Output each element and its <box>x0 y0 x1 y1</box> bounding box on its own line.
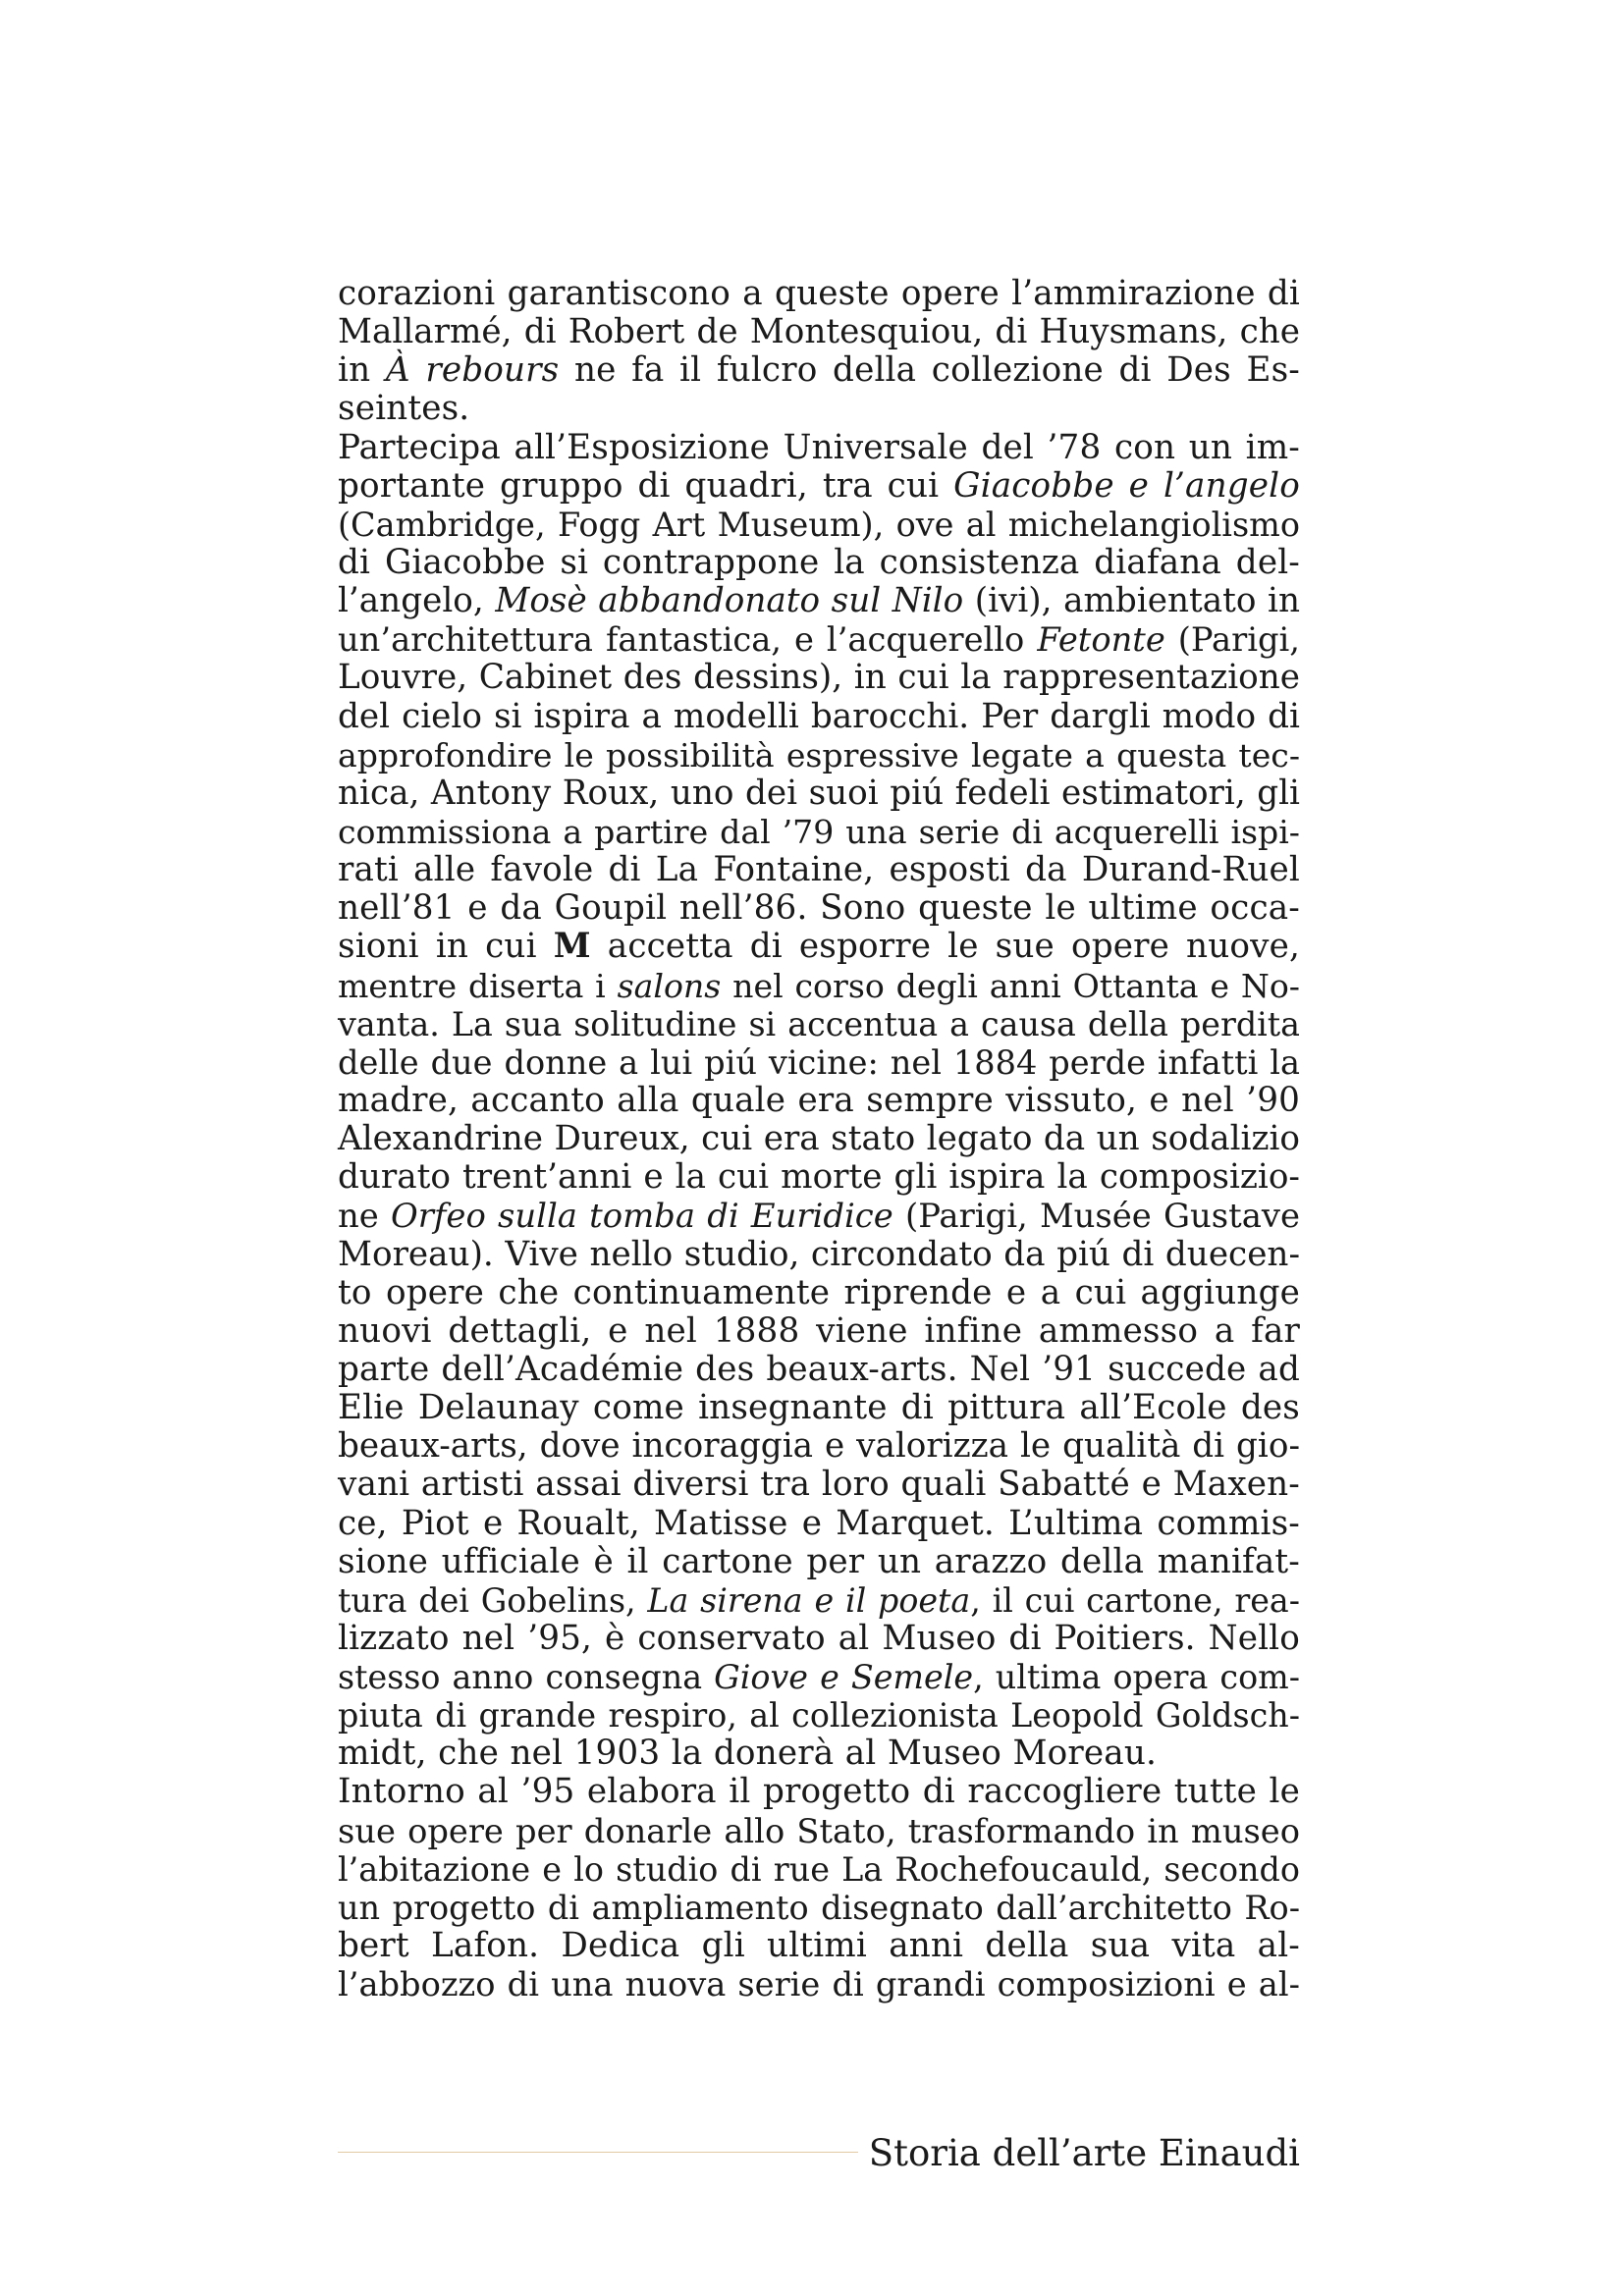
text-line <box>338 698 1300 736</box>
text-segment: beaux-arts, dove incoraggia e valorizza le qualità di gio- <box>338 1426 1300 1467</box>
text-line <box>338 544 1300 582</box>
italic-title: La sirena e il poeta <box>647 1580 971 1620</box>
text-line <box>338 1581 1300 1620</box>
text-segment: rati alle favole di La Fontaine, esposti da Durand-Ruel <box>338 850 1300 890</box>
italic-title: Giacobbe e l’angelo <box>953 465 1300 506</box>
text-segment: , ultima opera com- <box>973 1658 1300 1697</box>
text-line <box>338 1236 1300 1274</box>
text-line <box>338 1696 1300 1735</box>
text-segment: in <box>338 350 386 391</box>
text-segment: di Giacobbe si contrappone la consistenza diafana del- <box>338 542 1300 582</box>
text-segment: Intorno al ’95 elabora il progetto di raccogliere tutte le <box>338 1772 1300 1812</box>
text-segment: nel corso degli anni Ottanta e No- <box>721 966 1300 1005</box>
text-line <box>338 1620 1300 1658</box>
text-segment: nica, Antony Roux, uno dei suoi piú fedeli estimatori, gli <box>338 773 1300 813</box>
text-line <box>338 1043 1300 1082</box>
text-line <box>338 1158 1300 1197</box>
italic-title: Giove e Semele <box>714 1658 974 1697</box>
text-line <box>338 889 1300 928</box>
text-segment: (Cambridge, Fogg Art Museum), ove al michelangiolismo <box>338 505 1300 544</box>
text-line <box>338 1389 1300 1427</box>
text-line <box>338 1082 1300 1120</box>
text-line <box>338 1505 1300 1543</box>
text-line <box>338 1120 1300 1158</box>
text-segment: vani artisti assai diversi tra loro quali Sabatté e Maxen- <box>338 1465 1300 1505</box>
text-line <box>338 967 1300 1005</box>
text-segment: l’angelo, <box>338 581 496 621</box>
text-segment: del cielo si ispira a modelli barocchi. Per dargli modo di <box>338 696 1300 736</box>
text-segment: Mallarmé, di Robert de Montesquiou, di Huysmans, che <box>338 312 1300 352</box>
text-segment: Louvre, Cabinet des dessins), in cui la rappresentazione <box>338 658 1300 698</box>
text-segment: ne <box>338 1197 392 1236</box>
text-segment: vanta. La sua solitudine si accentua a causa della perdita <box>338 1004 1300 1043</box>
text-line <box>338 506 1300 544</box>
text-segment: ce, Piot e Roualt, Matisse e Marquet. L’ultima commis- <box>338 1503 1300 1543</box>
text-segment: un’architettura fantastica, e l’acquerello <box>338 620 1038 660</box>
text-segment: (ivi), ambientato in <box>963 581 1300 621</box>
text-line <box>338 1005 1300 1043</box>
text-segment: , il cui cartone, rea- <box>970 1580 1300 1620</box>
text-segment: midt, che nel 1903 la donerà al Museo Moreau. <box>338 1734 1158 1774</box>
text-segment: delle due donne a lui piú vicine: nel 1884 perde infatti la <box>338 1042 1300 1082</box>
text-segment: commissiona a partire dal ’79 una serie di acquerelli ispi- <box>338 812 1300 851</box>
italic-title: Orfeo sulla tomba di Euridice <box>391 1197 893 1236</box>
text-segment: (Parigi, <box>1164 620 1301 660</box>
text-segment: bert Lafon. Dedica gli ultimi anni della sua vita al- <box>338 1926 1300 1966</box>
body-text <box>338 275 1300 2003</box>
text-segment: (Parigi, Musée Gustave <box>893 1197 1300 1236</box>
text-line <box>338 429 1300 467</box>
italic-title: salons <box>617 966 722 1005</box>
text-segment: sue opere per donarle allo Stato, trasformando in museo <box>338 1811 1300 1850</box>
italic-title: À rebours <box>385 350 560 391</box>
text-line <box>338 1812 1300 1850</box>
text-line <box>338 736 1300 774</box>
text-segment: sione ufficiale è il cartone per un arazzo della manifat- <box>338 1541 1300 1581</box>
text-line <box>338 1312 1300 1351</box>
text-segment: accetta di esporre le sue opere nuove, <box>590 927 1300 967</box>
text-line <box>338 1658 1300 1696</box>
text-segment: Moreau). Vive nello studio, circondato da piú di duecen- <box>338 1234 1300 1274</box>
text-line <box>338 390 1300 428</box>
text-line <box>338 1427 1300 1466</box>
text-line <box>338 1466 1300 1504</box>
text-segment: stesso anno consegna <box>338 1658 715 1697</box>
text-line <box>338 351 1300 390</box>
bold-initial: M <box>553 927 591 967</box>
text-line <box>338 851 1300 889</box>
text-segment: durato trent’anni e la cui morte gli ispira la composizio- <box>338 1157 1300 1198</box>
text-segment: tura dei Gobelins, <box>338 1580 648 1620</box>
text-segment: Partecipa all’Esposizione Universale del ’78 con un im- <box>338 427 1300 467</box>
text-segment: nell’81 e da Goupil nell’86. Sono queste le ultime occa- <box>338 888 1300 929</box>
text-line <box>338 1927 1300 1965</box>
footer-title: Storia dell’arte Einaudi <box>868 2132 1300 2174</box>
page-footer <box>338 2132 1300 2175</box>
text-line <box>338 659 1300 697</box>
text-segment: corazioni garantiscono a queste opere l’ammirazione di <box>338 274 1300 313</box>
text-line <box>338 275 1300 313</box>
text-segment: seintes. <box>338 389 470 429</box>
text-line <box>338 1965 1300 2003</box>
text-line <box>338 1735 1300 1773</box>
text-segment: sioni in cui <box>338 927 554 967</box>
text-segment: nuovi dettagli, e nel 1888 viene infine ammesso a far <box>338 1310 1300 1351</box>
text-line <box>338 1850 1300 1889</box>
text-segment: to opere che continuamente riprende e a cui aggiunge <box>338 1272 1300 1312</box>
text-line <box>338 1274 1300 1312</box>
text-line <box>338 1351 1300 1389</box>
text-segment: parte dell’Académie des beaux-arts. Nel ’91 succede ad <box>338 1349 1300 1389</box>
text-line <box>338 467 1300 506</box>
text-segment: l’abitazione e lo studio di rue La Rochefoucauld, secondo <box>338 1849 1300 1889</box>
text-line <box>338 774 1300 813</box>
text-line <box>338 313 1300 351</box>
text-line <box>338 1773 1300 1811</box>
text-line <box>338 928 1300 966</box>
text-segment: portante gruppo di quadri, tra cui <box>338 465 954 506</box>
text-segment: madre, accanto alla quale era sempre vissuto, e nel ’90 <box>338 1080 1300 1120</box>
text-segment: un progetto di ampliamento disegnato dall’architetto Ro- <box>338 1888 1300 1927</box>
text-line <box>338 1197 1300 1235</box>
text-line <box>338 582 1300 620</box>
text-line <box>338 1543 1300 1581</box>
text-segment: ne fa il fulcro della collezione di Des Es- <box>559 350 1300 391</box>
text-segment: l’abbozzo di una nuova serie di grandi composizioni e al- <box>338 1965 1300 2004</box>
text-line <box>338 813 1300 851</box>
text-segment: approfondire le possibilità espressive legate a questa tec- <box>338 735 1300 774</box>
text-segment: Elie Delaunay come insegnante di pittura all’Ecole des <box>338 1388 1300 1428</box>
italic-title: Mosè abbandonato sul Nilo <box>495 581 964 621</box>
text-segment: piuta di grande respiro, al collezionista Leopold Goldsch- <box>338 1696 1300 1735</box>
text-segment: Alexandrine Dureux, cui era stato legato da un sodalizio <box>338 1119 1300 1159</box>
text-line <box>338 1889 1300 1927</box>
text-segment: mentre diserta i <box>338 966 618 1005</box>
text-segment: lizzato nel ’95, è conservato al Museo di Poitiers. Nello <box>338 1618 1300 1658</box>
italic-title: Fetonte <box>1037 620 1165 660</box>
footer-rule <box>338 2152 858 2153</box>
text-line <box>338 620 1300 659</box>
